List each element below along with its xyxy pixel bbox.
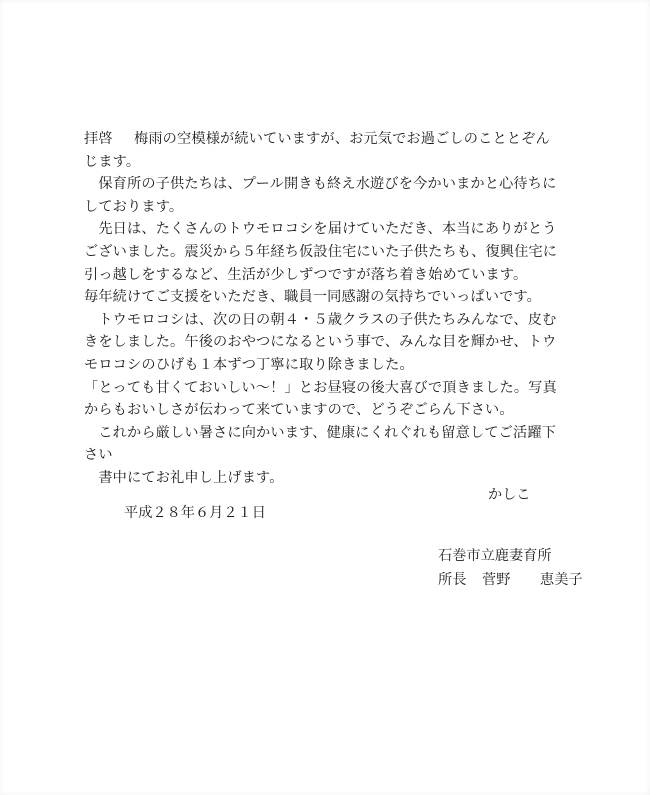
letter-line-10: きをしました。午後のおやつになるという事で、みんな目を輝かせ、トウ <box>84 334 557 351</box>
letter-line-3: 保育所の子供たちは、プール開きも終え水遊びを今かいまかと心待ちに <box>84 176 557 193</box>
letter-line-12: 「とっても甘くておいしい～！」とお昼寝の後大喜びで頂きました。写真 <box>84 379 557 396</box>
closing-word: かしこ <box>488 487 531 503</box>
organization-name: 石巻市立鹿妻育所 <box>438 548 552 564</box>
letter-line-11: モロコシのひげも１本ずつ丁寧に取り除きました。 <box>84 356 414 373</box>
letter-line-13: からもおいしさが伝わって来ていますので、どうぞごらん下さい。 <box>84 402 514 419</box>
letter-line-14: これから厳しい暑さに向かいます、健康にくれぐれも留意してご活躍下 <box>84 424 557 441</box>
letter-line-8: 毎年続けてご支援をいただき、職員一同感謝の気持ちでいっぱいです。 <box>84 289 541 306</box>
letter-line-text: 梅雨の空模様が続いていますが、お元気でお過ごしのこととぞん <box>134 131 550 147</box>
letter-body <box>84 128 580 490</box>
letter-line-2: じます。 <box>84 153 141 170</box>
signer-title: 所長 <box>438 572 467 588</box>
letter-line-7: 引っ越しをするなど、生活が少しずつですが落ち着き始めています。 <box>84 266 528 283</box>
letter-line-9: トウモロコシは、次の日の朝４・５歳クラスの子供たちみんなで、皮む <box>84 311 557 328</box>
letter-date: 平成２８年６月２１日 <box>124 505 266 521</box>
letter-line-16: 書中にてお礼申し上げます。 <box>84 469 284 486</box>
signer-line <box>438 569 583 589</box>
greeting-word: 拝啓 <box>84 131 113 147</box>
signer-surname: 菅野 <box>482 572 511 588</box>
signer-given-name: 恵美子 <box>540 572 583 588</box>
letter-line-4: しております。 <box>84 198 184 215</box>
letter-line-1 <box>84 128 580 151</box>
letter-line-6: ございました。震災から５年経ち仮設住宅にいた子供たちも、復興住宅に <box>84 243 558 260</box>
letter-line-15: さい <box>84 447 113 464</box>
letter-line-5: 先日は、たくさんのトウモロコシを届けていただき、本当にありがとう <box>84 221 557 238</box>
